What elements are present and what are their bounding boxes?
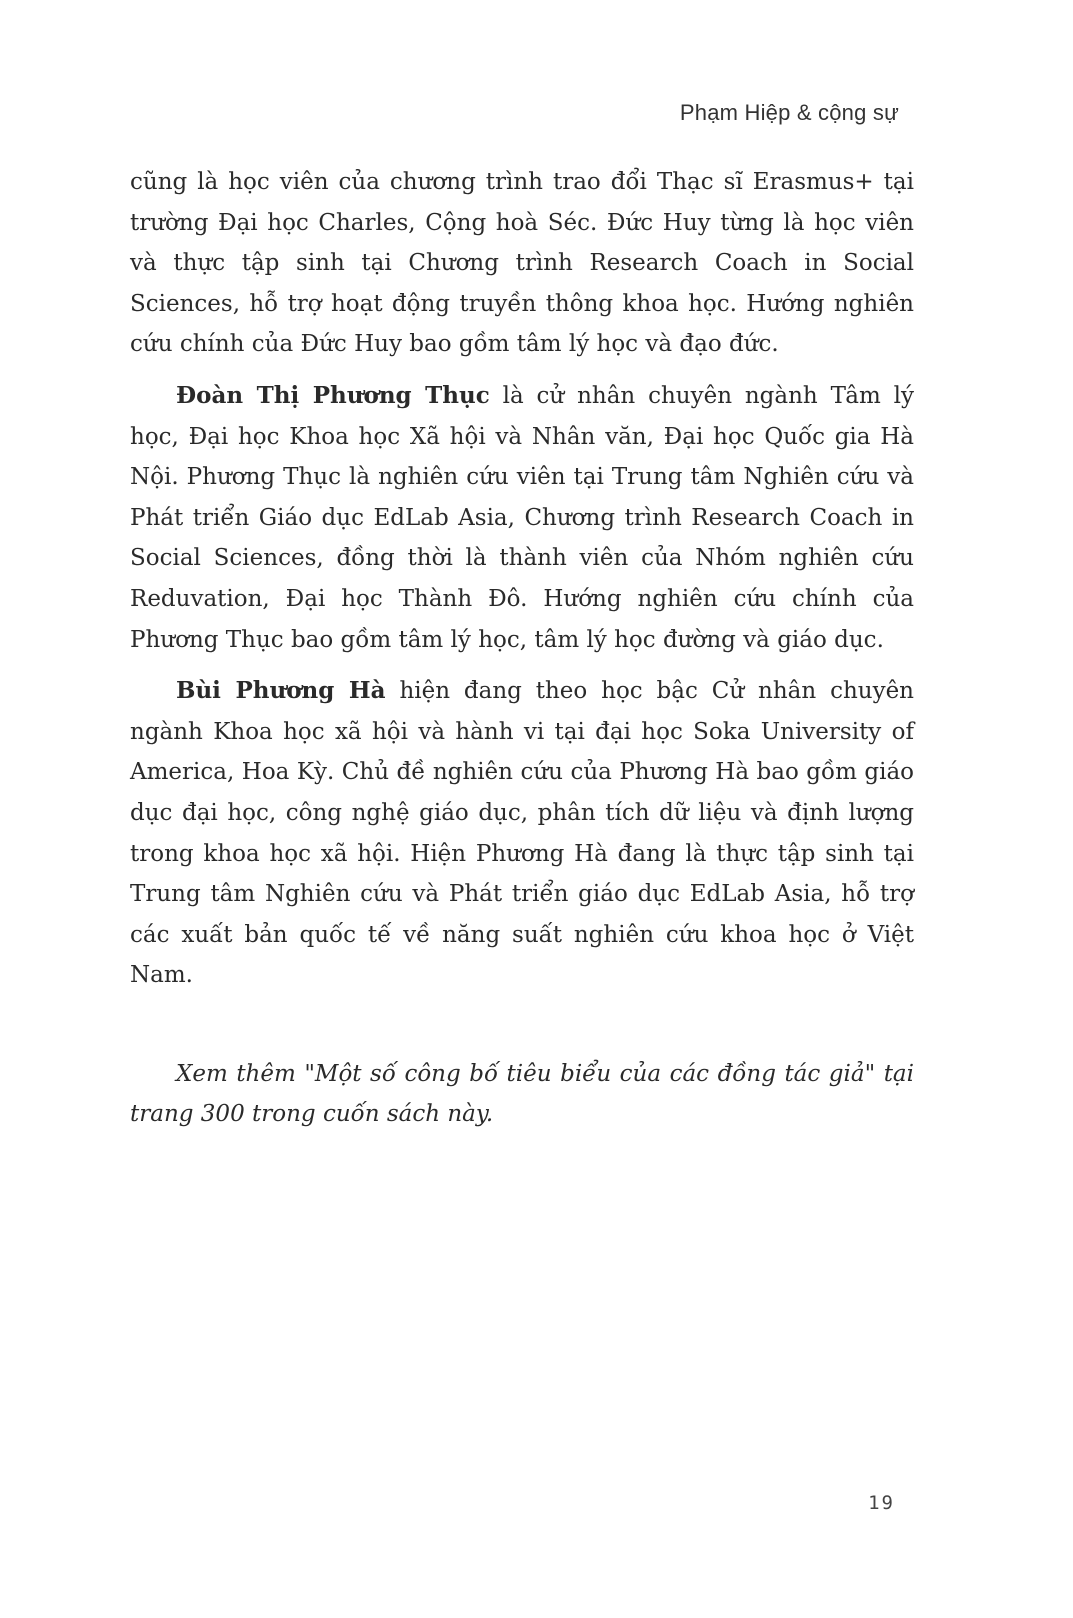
paragraph-author-thuc (130, 376, 914, 660)
paragraph-continuation: cũng là học viên của chương trình trao đổi Thạc sĩ Erasmus+ tại trường Đại học Charles, Cộng hoà Séc. Đức Huy từng là học viên và thực tập sinh tại Chương trình Research Coach in Social Sciences, hỗ trợ hoạt động truyền thông khoa học. Hướng nghiên cứu chính của Đức Huy bao gồm tâm lý học và đạo đức. (130, 169, 914, 358)
page-number: 19 (868, 1492, 895, 1514)
author-bio-ha: hiện đang theo học bậc Cử nhân chuyên ngành Khoa học xã hội và hành vi tại đại học Soka University of America, Hoa Kỳ. Chủ đề nghiên cứu của Phương Hà bao gồm giáo dục đại học, công nghệ giáo dục, phân tích dữ liệu và định lượng trong khoa học xã hội. Hiện Phương Hà đang là thực tập sinh tại Trung tâm Nghiên cứu và Phát triển giáo dục EdLab Asia, hỗ trợ các xuất bản quốc tế về năng suất nghiên cứu khoa học ở Việt Nam. (130, 678, 914, 989)
page-body (130, 162, 914, 1135)
author-name-ha: Bùi Phương Hà (176, 677, 386, 705)
author-name-thuc: Đoàn Thị Phương Thục (176, 381, 490, 409)
see-also-note: Xem thêm "Một số công bố tiêu biểu của các đồng tác giả" tại trang 300 trong cuốn sách này. (130, 1060, 914, 1128)
paragraph-author-ha (130, 671, 914, 996)
running-header: Phạm Hiệp & cộng sự (679, 100, 899, 125)
author-bio-thuc: là cử nhân chuyên ngành Tâm lý học, Đại học Khoa học Xã hội và Nhân văn, Đại học Quốc gia Hà Nội. Phương Thục là nghiên cứu viên tại Trung tâm Nghiên cứu và Phát triển Giáo dục EdLab Asia, Chương trình Research Coach in Social Sciences, đồng thời là thành viên của Nhóm nghiên cứu Reduvation, Đại học Thành Đô. Hướng nghiên cứu chính của Phương Thục bao gồm tâm lý học, tâm lý học đường và giáo dục. (130, 382, 914, 653)
